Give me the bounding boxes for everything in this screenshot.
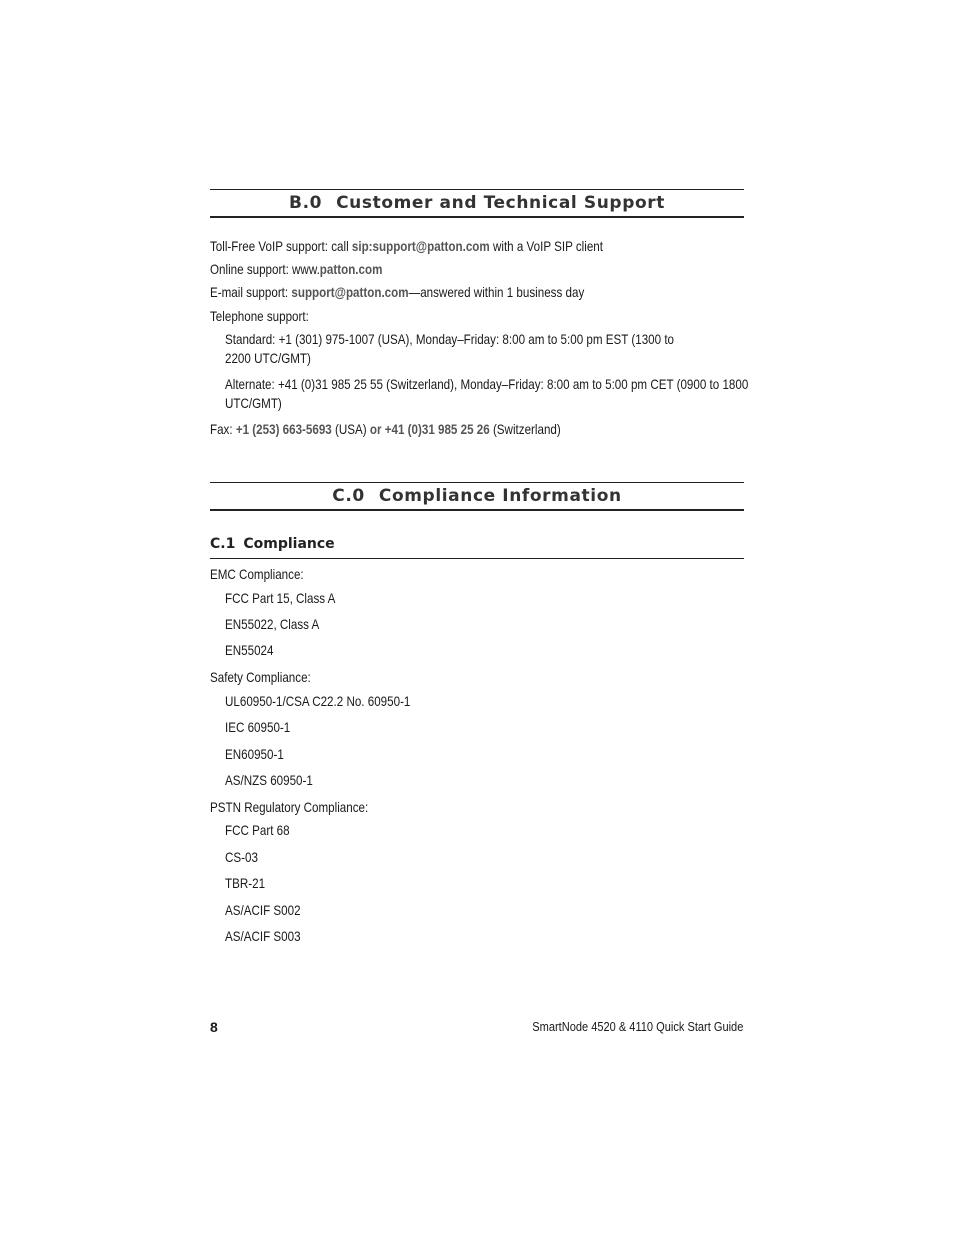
standard-phone-line-2: 2200 UTC/GMT): [225, 350, 311, 366]
pstn-compliance-label: PSTN Regulatory Compliance:: [210, 799, 369, 815]
pstn-item: AS/ACIF S003: [225, 928, 301, 944]
support-heading-number: B.0: [289, 193, 323, 213]
pstn-item: FCC Part 68: [225, 822, 290, 838]
email-support-line: [210, 283, 584, 301]
emc-item: EN55022, Class A: [225, 616, 320, 632]
pstn-item: AS/ACIF S002: [225, 902, 301, 918]
alternate-phone-line-1: Alternate: +41 (0)31 985 25 55 (Switzerland), Monday–Friday: 8:00 am to 5:00 pm CET (0900 to 1800: [225, 376, 749, 392]
fax-us-label: (USA): [331, 421, 370, 437]
fax-us-number: +1 (253) 663-5693: [235, 421, 332, 437]
compliance-heading-title: Compliance Information: [378, 486, 622, 506]
guide-title: SmartNode 4520 & 4110 Quick Start Guide: [531, 1019, 743, 1034]
page-number: 8: [210, 1019, 218, 1035]
online-prefix: Online support: www.: [210, 261, 320, 277]
safety-item: IEC 60950-1: [225, 719, 291, 735]
pstn-item: TBR-21: [225, 875, 266, 891]
safety-item: EN60950-1: [225, 746, 284, 762]
fax-line: [210, 420, 561, 438]
sip-support-link[interactable]: sip:support@patton.com: [351, 238, 490, 254]
emc-compliance-label: EMC Compliance:: [210, 566, 304, 582]
online-support-line: [210, 260, 382, 278]
fax-ch-label: (Switzerland): [489, 421, 561, 437]
fax-prefix: Fax:: [210, 421, 236, 437]
tollfree-prefix: Toll-Free VoIP support: call: [210, 238, 352, 254]
fax-ch-number: +41 (0)31 985 25 26: [381, 421, 490, 437]
subheading-number: C.1: [210, 536, 236, 552]
subheading-title: Compliance: [243, 536, 335, 552]
emc-item: FCC Part 15, Class A: [225, 590, 336, 606]
email-suffix: —answered within 1 business day: [408, 284, 585, 300]
emc-item: EN55024: [225, 642, 274, 658]
support-heading: [289, 193, 665, 213]
online-support-link[interactable]: patton.com: [319, 261, 383, 277]
compliance-heading-number: C.0: [332, 486, 365, 506]
tollfree-support-line: [210, 237, 603, 255]
section-heading-support: [210, 189, 744, 218]
safety-compliance-label: Safety Compliance:: [210, 669, 311, 685]
telephone-support-label: Telephone support:: [210, 308, 309, 324]
tollfree-suffix: with a VoIP SIP client: [489, 238, 603, 254]
safety-item: UL60950-1/CSA C22.2 No. 60950-1: [225, 693, 411, 709]
email-prefix: E-mail support:: [210, 284, 292, 300]
standard-phone-line-1: Standard: +1 (301) 975-1007 (USA), Monday–Friday: 8:00 am to 5:00 pm EST (1300 to: [225, 331, 675, 347]
compliance-heading: [332, 486, 621, 506]
compliance-subheading: [210, 536, 335, 552]
pstn-item: CS-03: [225, 849, 258, 865]
alternate-phone-line-2: UTC/GMT): [225, 395, 282, 411]
subsection-heading-compliance: [210, 534, 744, 559]
fax-or: or: [369, 421, 382, 437]
email-support-link[interactable]: support@patton.com: [291, 284, 409, 300]
section-heading-compliance: [210, 482, 744, 511]
support-heading-title: Customer and Technical Support: [336, 193, 665, 213]
safety-item: AS/NZS 60950-1: [225, 772, 313, 788]
